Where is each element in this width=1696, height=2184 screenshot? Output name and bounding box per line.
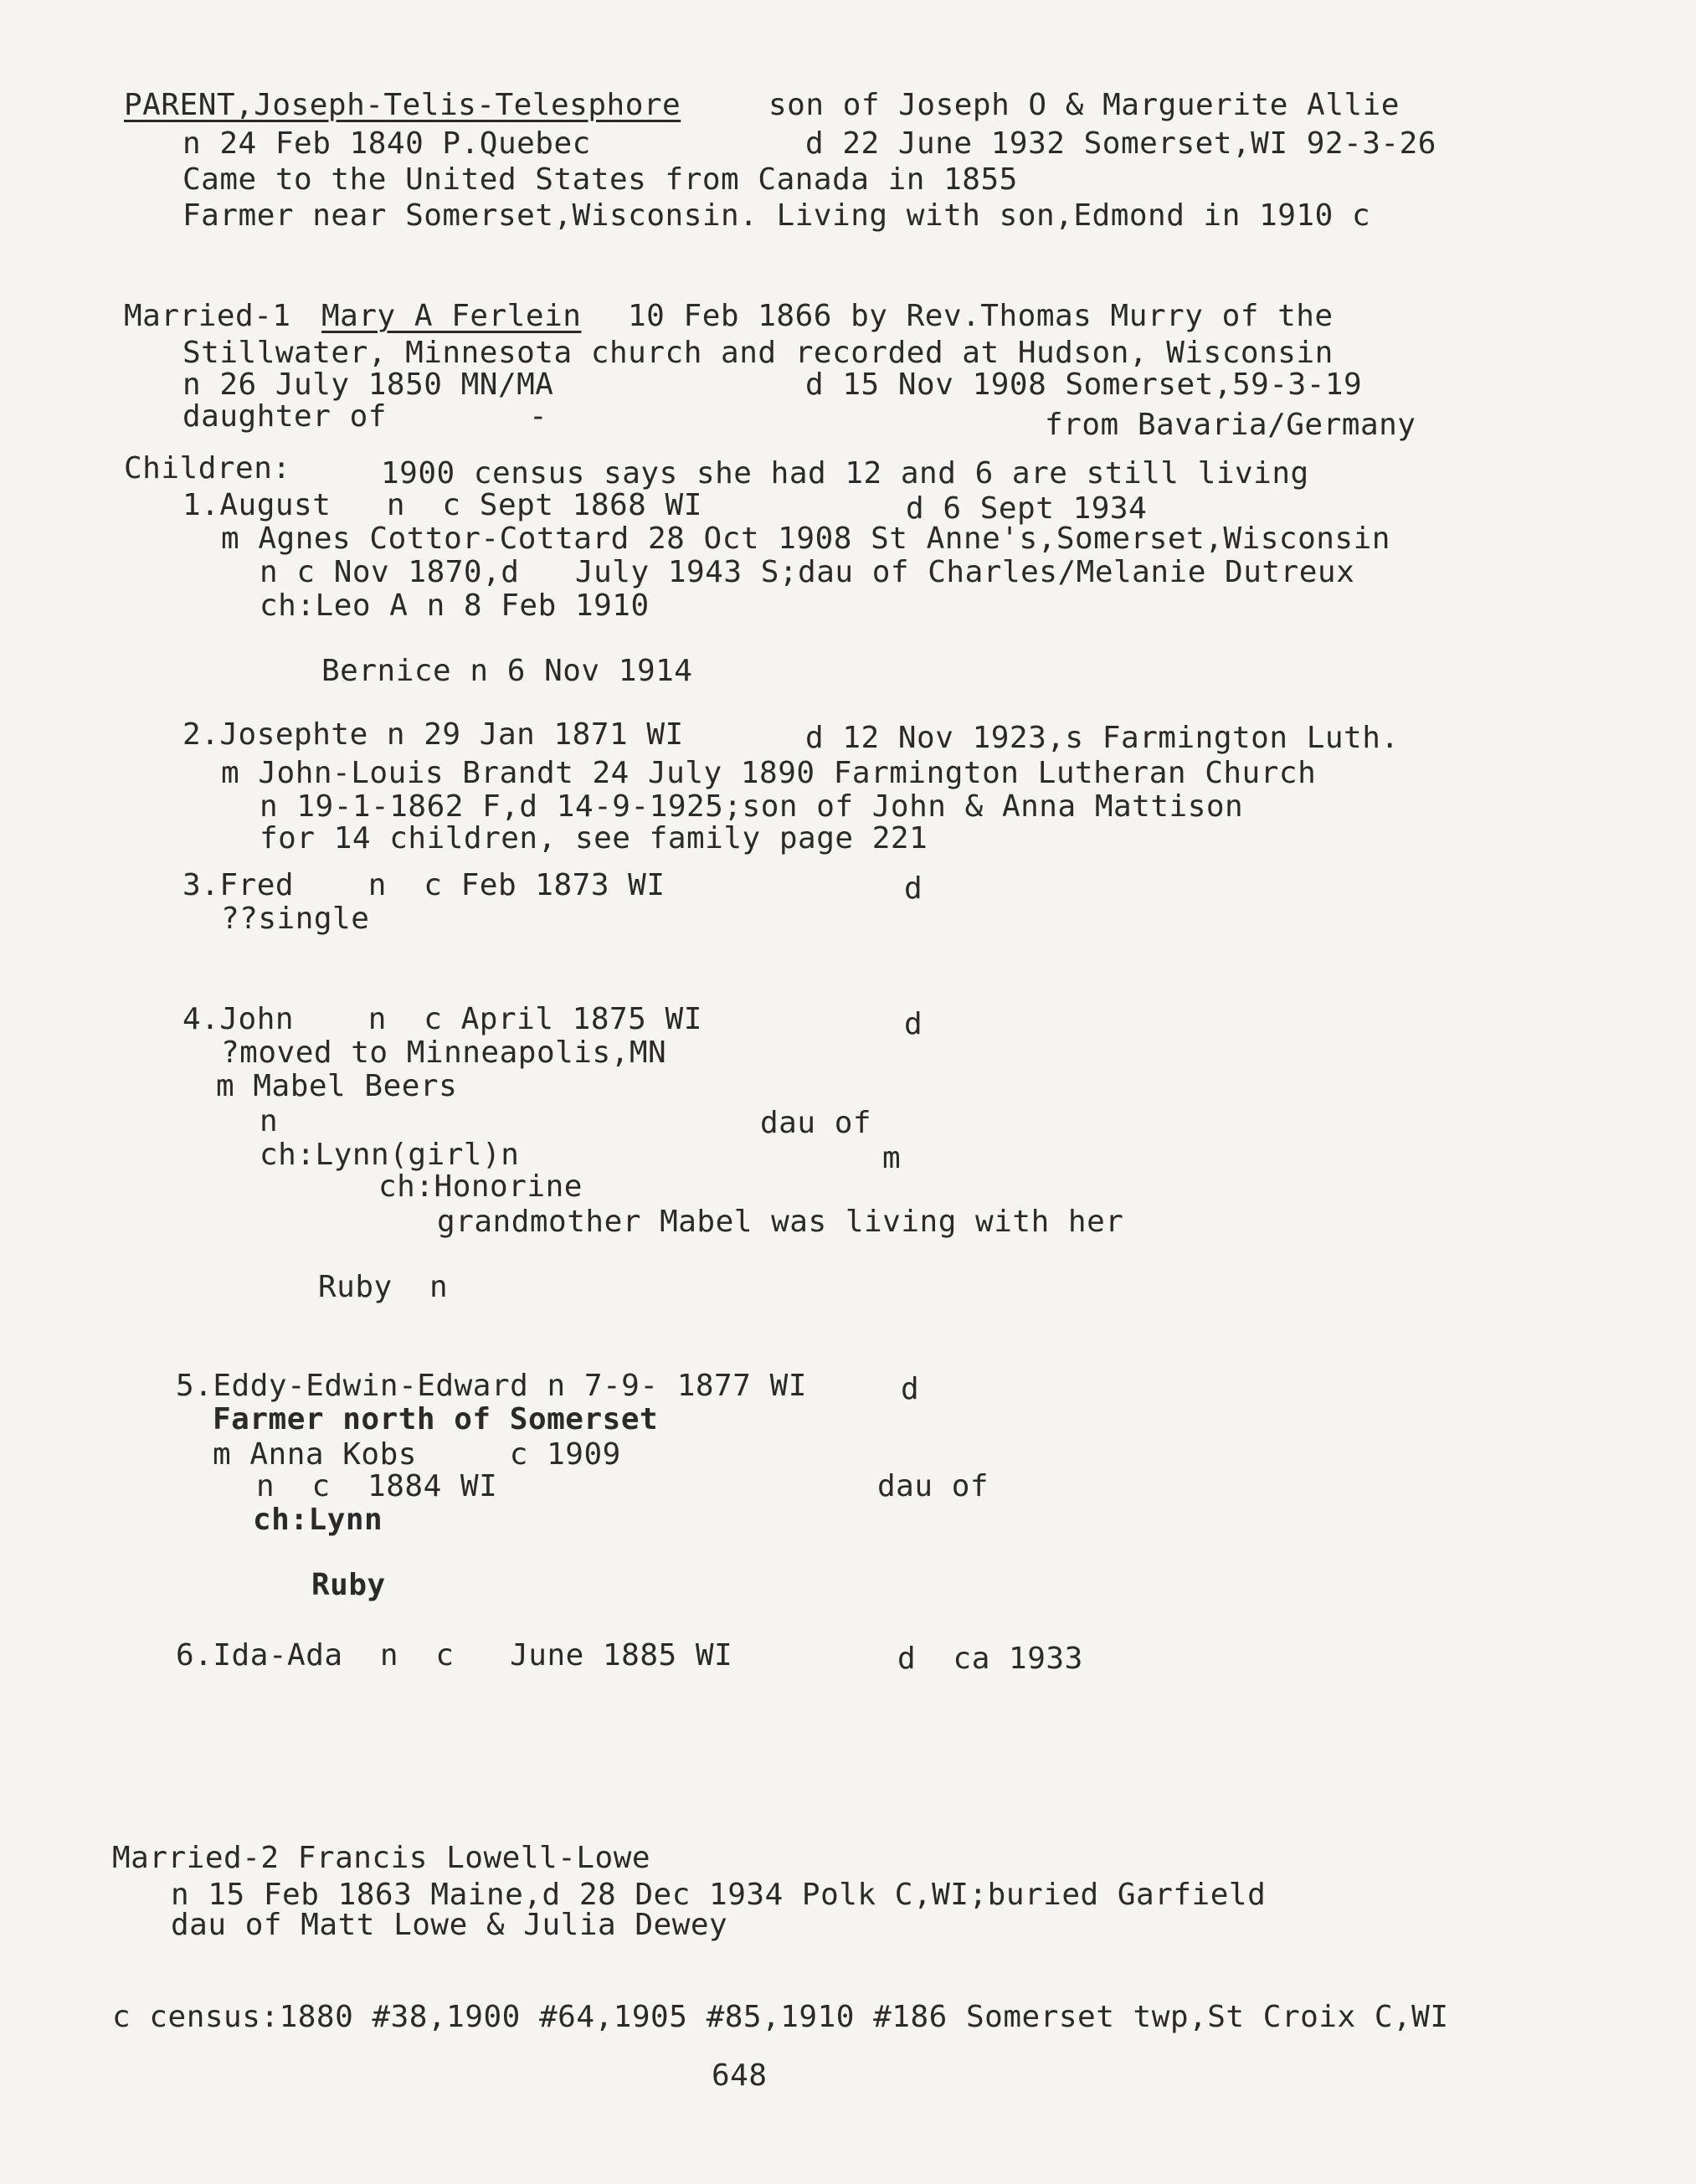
child5-death: d [901, 1372, 920, 1406]
child1-child2: Bernice n 6 Nov 1914 [321, 654, 693, 688]
child4-grandnote: grandmother Mabel was living with her [437, 1205, 1124, 1239]
child1-death: d 6 Sept 1934 [906, 491, 1148, 526]
spouse1-daughter-of: daughter of [182, 399, 387, 434]
child3-death: d [904, 871, 923, 906]
child1-name: 1.August n c Sept 1868 WI [182, 488, 702, 522]
child5-child2: Ruby [311, 1568, 386, 1602]
child4-child-married: m [882, 1141, 902, 1175]
child2-spouse: n 19-1-1862 F,d 14-9-1925;son of John & Anna Mattison [260, 789, 1244, 824]
census-footer: c census:1880 #38,1900 #64,1905 #85,1910 #186 Somerset twp,St Croix C,WI [112, 2000, 1449, 2034]
child4-marriage: m Mabel Beers [216, 1069, 458, 1103]
children-label: Children: [124, 451, 291, 486]
marriage2-header: Married-2 Francis Lowell-Lowe [112, 1841, 651, 1875]
child4-spouse-born: n [260, 1104, 279, 1138]
spouse1-died: d 15 Nov 1908 Somerset,59-3-19 [805, 367, 1363, 402]
parent-immigration: Came to the United States from Canada in 1855 [182, 162, 1018, 197]
parent-name: PARENT,Joseph-Telis-Telesphore [124, 88, 681, 122]
marriage1-line2: Stillwater, Minnesota church and recorded at Hudson, Wisconsin [182, 336, 1334, 370]
child3-name: 3.Fred n c Feb 1873 WI [182, 868, 666, 902]
child6-death: d ca 1933 [897, 1642, 1083, 1676]
child5-occupation: Farmer north of Somerset [213, 1402, 659, 1436]
page-number: 648 [712, 2058, 768, 2093]
child4-grandchild: ch:Honorine [378, 1169, 583, 1204]
child4-spouse-dau: dau of [760, 1106, 872, 1140]
parent-parents: son of Joseph O & Marguerite Allie [768, 88, 1400, 122]
child5-name: 5.Eddy-Edwin-Edward n 7-9- 1877 WI [176, 1369, 807, 1403]
parent-occupation: Farmer near Somerset,Wisconsin. Living with son,Edmond in 1910 c [182, 198, 1371, 233]
parent-born: n 24 Feb 1840 P.Quebec [182, 126, 591, 161]
parent-died: d 22 June 1932 Somerset,WI 92-3-26 [805, 126, 1436, 161]
spouse1-origin: from Bavaria/Germany [1045, 408, 1416, 442]
marriage1-details: 10 Feb 1866 by Rev.Thomas Murry of the [628, 299, 1334, 333]
spouse1-born: n 26 July 1850 MN/MA [182, 367, 554, 402]
child4-death: d [904, 1007, 923, 1041]
child4-child: ch:Lynn(girl)n [260, 1138, 520, 1172]
child2-marriage: m John-Louis Brandt 24 July 1890 Farmington Lutheran Church [221, 756, 1317, 790]
child2-name: 2.Josephte n 29 Jan 1871 WI [182, 717, 684, 752]
child2-note: for 14 children, see family page 221 [260, 821, 928, 856]
children-census-note: 1900 census says she had 12 and 6 are still living [381, 456, 1309, 491]
marriage1-prefix: Married-1 [124, 299, 291, 333]
child5-spouse: n c 1884 WI [256, 1469, 498, 1503]
child4-note: ?moved to Minneapolis,MN [221, 1035, 667, 1070]
marriage2-line1: n 15 Feb 1863 Maine,d 28 Dec 1934 Polk C,WI;buried Garfield [171, 1878, 1267, 1912]
marriage2-line2: dau of Matt Lowe & Julia Dewey [171, 1908, 728, 1942]
child5-marriage: m Anna Kobs c 1909 [213, 1437, 621, 1472]
child5-spouse-dau: dau of [877, 1469, 989, 1503]
child2-death: d 12 Nov 1923,s Farmington Luth. [805, 721, 1400, 755]
child1-child1: ch:Leo A n 8 Feb 1910 [260, 588, 650, 623]
spouse1-parents-dash: - [529, 399, 548, 434]
child3-note: ??single [221, 902, 370, 936]
marriage1-spouse: Mary A Ferlein [321, 299, 582, 333]
child1-marriage: m Agnes Cottor-Cottard 28 Oct 1908 St Anne's,Somerset,Wisconsin [221, 522, 1390, 556]
child4-child2: Ruby n [318, 1270, 449, 1304]
child6-name: 6.Ida-Ada n c June 1885 WI [176, 1638, 733, 1673]
child1-spouse: n c Nov 1870,d July 1943 S;dau of Charles/Melanie Dutreux [260, 555, 1355, 589]
child4-name: 4.John n c April 1875 WI [182, 1002, 702, 1036]
child5-child1: ch:Lynn [253, 1503, 383, 1537]
